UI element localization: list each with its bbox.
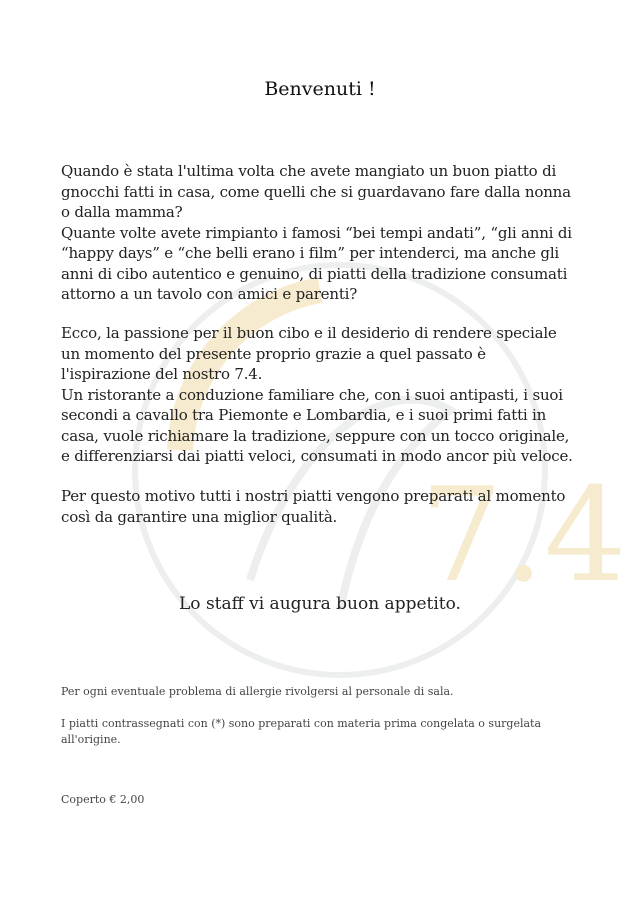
text-line: I piatti contrassegnati con (*) sono preparati con materia prima congelata o surgelata — [61, 717, 542, 730]
text-line: secondi a cavallo tra Piemonte e Lombardia, e i suoi primi fatti in — [61, 406, 547, 424]
text-line: “happy days” e “che belli erano i film” per intenderci, ma anche gli — [61, 244, 560, 262]
page-title: Benvenuti ! — [264, 78, 376, 100]
text-line: Quando è stata l'ultima volta che avete mangiato un buon piatto di — [61, 162, 557, 180]
text-line: Un ristorante a conduzione familiare che, con i suoi antipasti, i suoi — [61, 385, 563, 404]
text-line: gnocchi fatti in casa, come quelli che si guardavano fare dalla nonna — [61, 182, 571, 201]
text-line: anni di cibo autentico e genuino, di piatti della tradizione consumati — [61, 264, 568, 283]
text-line: così da garantire una miglior qualità. — [61, 507, 338, 526]
text-line: Per questo motivo tutti i nostri piatti vengono preparati al momento — [61, 487, 566, 505]
staff-wish: Lo staff vi augura buon appetito. — [179, 594, 461, 614]
text-line: casa, vuole richiamare la tradizione, seppure con un tocco originale, — [61, 426, 570, 445]
text-line: Quante volte avete rimpianto i famosi “bei tempi andati”, “gli anni di — [61, 223, 572, 242]
logo-number: 7.4 — [420, 459, 627, 611]
quality-paragraph — [61, 486, 601, 527]
allergy-note: Per ogni eventuale problema di allergie rivolgersi al personale di sala. — [61, 685, 454, 698]
intro-paragraph — [61, 161, 601, 305]
text-line: un momento del presente proprio grazie a quel passato è — [61, 344, 486, 363]
text-line: Ecco, la passione per il buon cibo e il desiderio di rendere speciale — [61, 324, 557, 342]
text-line: e differenziarsi dai piatti veloci, consumati in modo ancor più veloce. — [61, 447, 573, 465]
text-line: all'origine. — [61, 733, 121, 746]
text-line: o dalla mamma? — [61, 203, 183, 221]
frozen-note — [61, 716, 541, 748]
text-line: attorno a un tavolo con amici e parenti? — [61, 285, 358, 303]
text-line: l'ispirazione del nostro 7.4. — [61, 365, 263, 383]
cover-charge: Coperto € 2,00 — [61, 793, 145, 806]
restaurant-paragraph — [61, 323, 601, 467]
logo-watermark — [120, 250, 627, 690]
